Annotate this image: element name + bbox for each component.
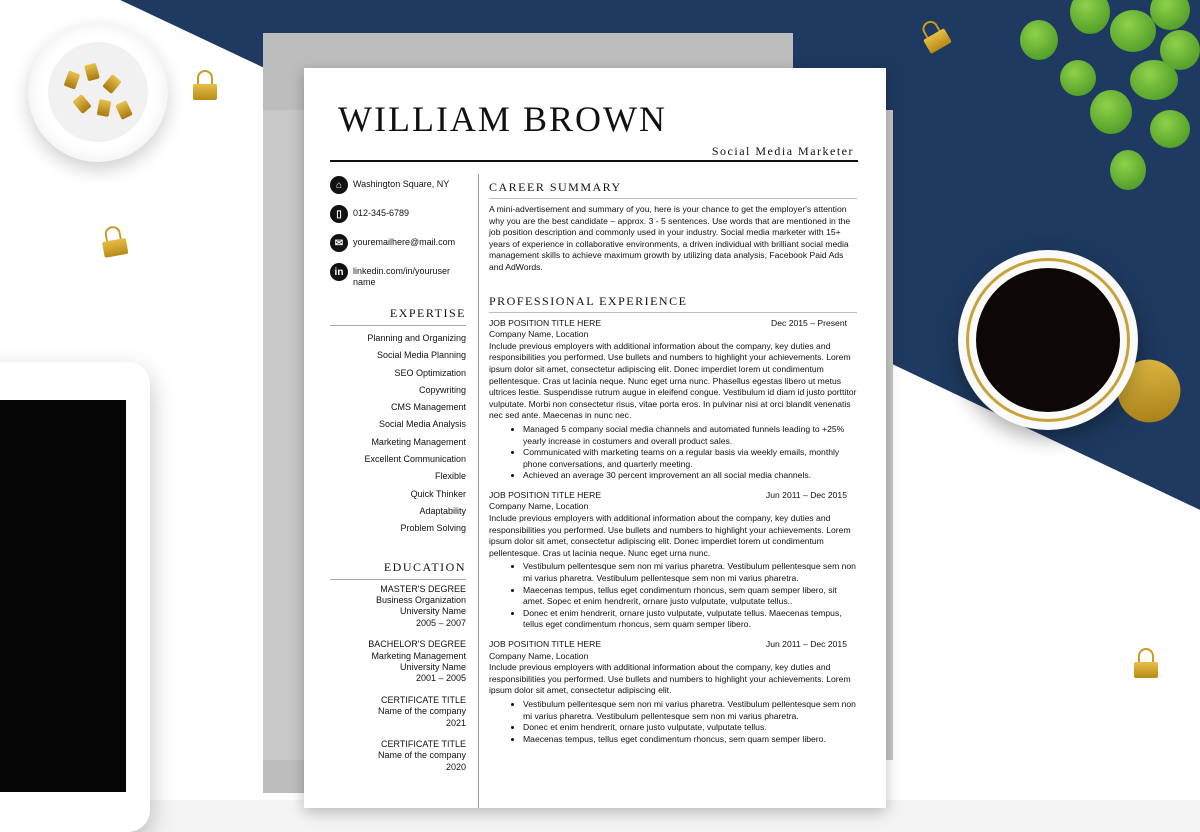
education-item bbox=[330, 639, 466, 685]
resume-role: Social Media Marketer bbox=[711, 144, 854, 158]
contact-phone bbox=[330, 205, 466, 223]
leaf bbox=[1110, 10, 1156, 52]
education-line: Name of the company bbox=[377, 750, 466, 761]
skill-item: Social Media Analysis bbox=[378, 419, 466, 430]
contact-text: 012-345-6789 bbox=[353, 208, 410, 218]
job-bullets bbox=[489, 424, 857, 482]
job-dates: Jun 2011 – Dec 2015 bbox=[765, 489, 847, 500]
job-entry bbox=[489, 639, 857, 745]
leaf bbox=[1110, 150, 1146, 190]
skill-item: Adaptability bbox=[419, 505, 466, 516]
leaf bbox=[1070, 0, 1110, 34]
left-column bbox=[330, 176, 466, 783]
job-dates: Dec 2015 – Present bbox=[771, 317, 847, 328]
job-bullets bbox=[489, 561, 857, 631]
jobs-list bbox=[489, 318, 857, 746]
leaf bbox=[1160, 30, 1200, 70]
tablet-screen bbox=[0, 400, 126, 792]
job-title: JOB POSITION TITLE HERE bbox=[489, 317, 602, 328]
gold-clip-icon bbox=[102, 74, 121, 94]
job-header bbox=[489, 318, 857, 330]
job-title: JOB POSITION TITLE HERE bbox=[489, 639, 602, 649]
contact-address bbox=[330, 176, 466, 194]
education-line: CERTIFICATE TITLE bbox=[380, 739, 466, 750]
bullet-item: • Maecenas tempus, tellus eget condimentum rhoncus, sem quam semper libero. bbox=[523, 734, 857, 746]
gold-clip-icon bbox=[115, 100, 133, 120]
home-icon: ⌂ bbox=[330, 176, 348, 194]
job-company: Company Name, Location bbox=[489, 650, 589, 661]
job-description: Include previous employers with additional information about the company, key duties and responsibilities you performed. Use bullets and numbers to highlight your achievements. Lorem ipsum dolor sit amet, consectetur adipiscing elit. Donec imperdiet lorem ut condimentum pellentesque. Cras ut lacinia neque. Nunc eget urna nunc. Phasellus egestas libero ut metus ultrices lestie. Suspendisse rutrum augue in eleifend congue. Vestibulum id diam id justo porttitor vulputate. Morbi non consectetur risus, vitae porta eros. In pulvinar nisi at orci blandit venenatis nec sed ante. Maecenas in nunc nec. bbox=[489, 340, 857, 421]
education-line: 2021 bbox=[445, 717, 466, 728]
leaf bbox=[1150, 110, 1190, 148]
bullet-item: • Vestibulum pellentesque sem non mi varius pharetra. Vestibulum pellentesque sem non mi varius pharetra. Vestibulum pellentesque sem non mi varius pharetra. bbox=[523, 561, 857, 584]
binder-clip-icon bbox=[193, 70, 217, 100]
education-line: 2005 – 2007 bbox=[415, 617, 466, 628]
bowl-interior bbox=[48, 42, 148, 142]
job-title: JOB POSITION TITLE HERE bbox=[489, 489, 602, 500]
job-company: Company Name, Location bbox=[489, 329, 589, 340]
job-bullets bbox=[489, 699, 857, 745]
leaf bbox=[1020, 20, 1058, 60]
contact-linkedin bbox=[330, 263, 466, 288]
education-heading: EDUCATION bbox=[330, 560, 466, 580]
skill-item: Quick Thinker bbox=[410, 488, 466, 499]
linkedin-icon: in bbox=[330, 263, 348, 281]
education-item bbox=[330, 584, 466, 630]
skill-item: Social Media Planning bbox=[376, 350, 466, 361]
gold-clip-icon bbox=[97, 99, 112, 117]
bullet-item: • Vestibulum pellentesque sem non mi varius pharetra. Vestibulum pellentesque sem non mi varius pharetra. Vestibulum pellentesque sem non mi varius pharetra. bbox=[523, 699, 857, 722]
bullet-item: • Achieved an average 30 percent improvement an all social media channels. bbox=[523, 470, 857, 482]
skill-item: Excellent Communication bbox=[364, 454, 466, 465]
contact-text: Washington Square, NY bbox=[353, 179, 450, 189]
resume-page bbox=[304, 68, 886, 808]
right-column bbox=[489, 180, 857, 753]
bullet-item: • Communicated with marketing teams on a regular basis via weekly emails, monthly phone conversations, and quarterly meeting. bbox=[523, 447, 857, 470]
job-entry bbox=[489, 490, 857, 631]
bullet-item: • Managed 5 company social media channels and automated funnels leading to +25% yearly increase in costumers and overall product sales. bbox=[523, 424, 857, 447]
bullet-item: • Donec et enim hendrerit, ornare justo vulputate, vulputate tellus. bbox=[523, 722, 857, 734]
job-header bbox=[489, 639, 857, 651]
job-company: Company Name, Location bbox=[489, 501, 589, 512]
summary-text: A mini-advertisement and summary of you, here is your chance to get the employer's attention why you are the best candidate – approx. 3 - 5 sentences. Use words that are mentioned in the job position description and commonly used in your industry. Social media marketer with 15+ years of experience in collaborative environments, a driven individual with brilliant social media management skills to achieve maximum growth by utilizing data analysis, Facebook Paid Ads and AdWords. bbox=[489, 204, 851, 272]
education-line: University Name bbox=[399, 662, 466, 672]
coffee-cup bbox=[958, 250, 1138, 430]
leaf bbox=[1060, 60, 1096, 96]
header-divider bbox=[330, 160, 858, 162]
skill-item: SEO Optimization bbox=[394, 367, 466, 378]
skills-list bbox=[330, 330, 466, 538]
phone-icon: ▯ bbox=[330, 205, 348, 223]
leaf bbox=[1150, 0, 1190, 30]
gold-clip-icon bbox=[72, 94, 91, 114]
bullet-item: • Maecenas tempus, tellus eget condimentum rhoncus, sem quam semper libero, sit amet. Sopec et enim hendrerit, ornare justo vulputate, vulputate tellus.. bbox=[523, 585, 857, 608]
expertise-heading: EXPERTISE bbox=[330, 306, 466, 326]
bullet-item: • Donec et enim hendrerit, ornare justo vulputate, vulputate tellus. Maecenas tempus, tellus eget condimentum rhoncus, sem quam semper libero. bbox=[523, 608, 857, 631]
education-item bbox=[330, 695, 466, 729]
skill-item: Flexible bbox=[434, 471, 466, 482]
education-list bbox=[330, 584, 466, 774]
contact-email bbox=[330, 234, 466, 252]
column-divider bbox=[478, 174, 479, 808]
education-line: BACHELOR'S DEGREE bbox=[368, 639, 466, 650]
leaf bbox=[1090, 90, 1132, 134]
email-icon: ✉ bbox=[330, 234, 348, 252]
job-description: Include previous employers with additional information about the company, key duties and responsibilities you performed. Use bullets and numbers to highlight your achievements. Lorem ipsum dolor sit amet, consectetur adipiscing elit. Donec imperdiet lorem ut condimentum pellentesque. Cras ut lacinia neque. Nunc eget urna nunc. bbox=[489, 513, 851, 558]
coffee bbox=[976, 268, 1120, 412]
tablet-device bbox=[0, 362, 150, 832]
education-line: University Name bbox=[399, 606, 466, 617]
education-line: 2001 – 2005 bbox=[415, 673, 466, 684]
job-dates: Jun 2011 – Dec 2015 bbox=[765, 639, 847, 649]
skill-item: CMS Management bbox=[390, 402, 466, 413]
education-item bbox=[330, 739, 466, 773]
paperclip-bowl bbox=[28, 22, 168, 162]
resume-name: WILLIAM BROWN bbox=[338, 99, 667, 139]
job-description: Include previous employers with additional information about the company, key duties and responsibilities you performed. Use bullets and numbers to highlight your achievements. Lorem ipsum dolor sit amet, consectetur adipiscing elit. bbox=[489, 662, 851, 696]
gold-clip-icon bbox=[84, 63, 100, 82]
skill-item: Copywriting bbox=[418, 384, 466, 395]
contact-text: linkedin.com/in/youruser name bbox=[353, 266, 451, 287]
education-line: MASTER'S DEGREE bbox=[380, 583, 466, 594]
job-entry bbox=[489, 318, 857, 482]
skill-item: Planning and Organizing bbox=[367, 333, 466, 343]
experience-heading: PROFESSIONAL EXPERIENCE bbox=[489, 294, 857, 313]
binder-clip-icon bbox=[100, 224, 129, 258]
summary-heading: CAREER SUMMARY bbox=[489, 180, 857, 199]
education-line: CERTIFICATE TITLE bbox=[380, 694, 466, 705]
gold-clip-icon bbox=[64, 70, 81, 89]
job-header bbox=[489, 490, 857, 502]
skill-item: Problem Solving bbox=[400, 523, 466, 534]
education-line: Business Organization bbox=[375, 594, 466, 605]
education-line: Marketing Management bbox=[371, 650, 466, 661]
education-line: 2020 bbox=[445, 761, 466, 772]
binder-clip-icon bbox=[1134, 648, 1158, 678]
education-line: Name of the company bbox=[377, 706, 466, 717]
contact-text: youremailhere@mail.com bbox=[353, 237, 456, 247]
succulent-plant bbox=[1000, 0, 1200, 210]
skill-item: Marketing Management bbox=[371, 436, 466, 447]
